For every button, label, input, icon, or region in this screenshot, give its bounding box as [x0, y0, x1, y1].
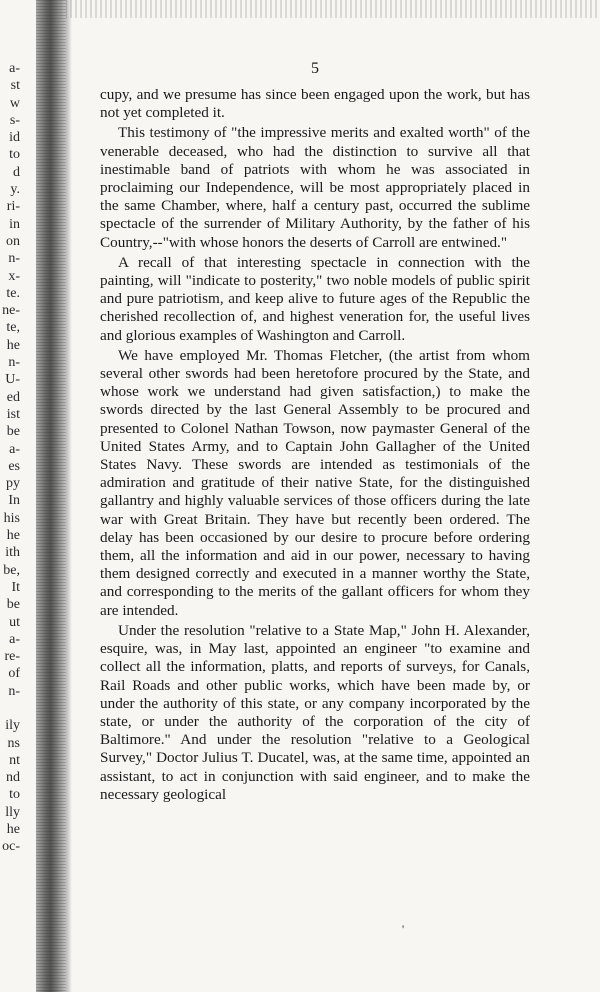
adjacent-page-column — [0, 60, 20, 900]
adjacent-fragment: ne- — [2, 303, 20, 319]
scan-top-noise — [60, 0, 600, 18]
adjacent-fragment: y. — [10, 182, 20, 198]
adjacent-fragment: It — [11, 579, 20, 595]
adjacent-fragment: of — [8, 666, 20, 682]
page-main-text — [100, 58, 530, 804]
adjacent-fragment: w — [9, 95, 20, 111]
adjacent-fragment: lly — [5, 804, 20, 820]
paragraph-5: Under the resolution "relative to a State Map," John H. Alexander, esquire, was, in May last, appointed an engineer "to examine and collect all the information, platts, and reports of surveys, for Canals, Rail Roads and other public works, which have been made by, or under the authority of this state, or any company incorporated by the state, or under the authority of the corporation of the city of Baltimore." And under the resolution "relative to a Geological Survey," Doctor Julius T. Ducatel, was, at the same time, appointed an assistant, to act in conjunction with said engineer, and to make the necessary geological — [100, 621, 530, 803]
adjacent-fragment: to — [9, 787, 20, 803]
paragraph-2: This testimony of "the impressive merits and exalted worth" of the venerable deceased, who had the distinction to survive all that inestimable band of patriots with whom he was associated in proclaiming our Independence, will be most appropriately placed in the same Chamber, where, half a century past, occurred the sublime spectacle of the surrender of Military Authority, by the father of his Country,--"with whose honors the deserts of Carroll are entwined." — [100, 124, 530, 251]
adjacent-fragment: be, — [3, 562, 20, 578]
adjacent-fragment: py — [6, 476, 20, 492]
adjacent-fragment: te, — [6, 320, 20, 336]
adjacent-fragment: d — [13, 164, 20, 180]
adjacent-fragment: te. — [6, 285, 20, 301]
adjacent-fragment: be — [6, 424, 20, 440]
adjacent-fragment: re- — [4, 649, 20, 665]
adjacent-fragment: be — [6, 597, 20, 613]
adjacent-fragment: in — [9, 216, 20, 232]
adjacent-fragment: id — [9, 130, 20, 146]
adjacent-fragment: ily — [5, 718, 20, 734]
adjacent-fragment: a- — [9, 61, 20, 76]
adjacent-fragment: st — [10, 78, 20, 94]
gutter-shadow — [66, 0, 72, 992]
adjacent-fragment: ith — [5, 545, 20, 561]
adjacent-fragment: nd — [6, 770, 20, 786]
adjacent-fragment: n- — [8, 251, 20, 267]
adjacent-fragment: nt — [9, 752, 20, 768]
adjacent-fragment: ut — [9, 614, 20, 630]
margin-mark: ' — [402, 922, 405, 936]
adjacent-fragment: ist — [6, 406, 20, 422]
paragraph-4: We have employed Mr. Thomas Fletcher, (the artist from whom several other swords had been heretofore procured by the State, and whose work we understand had given satisfaction,) to make the swords directed by the last General Assembly to be procured and presented to Colonel Nathan Towson, now paymaster General of the United States Army, and to Captain John Gallagher of the United States Navy. These swords are intended as testimonials of the admiration and gratitude of their native State, for the distinguished gallantry and highly valuable services of those officers during the late war with Great Britain. They have but recently been ordered. The delay has been occasioned by our desire to procure before ordering them, all the information and aid in our power, necessary to having them designed correctly and executed in a manner worthy the State, and corresponding to the merits of the gallant officers for whom they are intended. — [100, 346, 530, 619]
adjacent-fragment: es — [8, 458, 20, 474]
adjacent-fragment: ed — [6, 389, 20, 405]
adjacent-fragment: oc- — [2, 839, 20, 855]
adjacent-fragment: he — [6, 528, 20, 544]
adjacent-fragment — [0, 700, 20, 717]
adjacent-fragment: to — [9, 147, 20, 163]
adjacent-fragment: In — [8, 493, 20, 509]
book-gutter — [36, 0, 66, 992]
adjacent-fragment: he — [6, 822, 20, 838]
adjacent-fragment: ri- — [6, 199, 20, 215]
paragraph-1: cupy, and we presume has since been engaged upon the work, but has not yet completed it. — [100, 86, 530, 122]
adjacent-fragment: his — [3, 510, 20, 526]
paragraph-3: A recall of that interesting spectacle in connection with the painting, will "indicate to posterity," two noble models of public spirit and pure patriotism, and keep alive to future ages of the Republic the cherished recollection of, and highest veneration for, the useful lives and glorious examples of Washington and Carroll. — [100, 253, 530, 344]
adjacent-fragment: a- — [9, 631, 20, 647]
adjacent-fragment: on — [6, 233, 20, 249]
adjacent-fragment: n- — [8, 355, 20, 371]
adjacent-fragment: U- — [5, 372, 20, 388]
adjacent-fragment: ns — [7, 735, 20, 751]
page-number: 5 — [311, 60, 319, 77]
adjacent-fragment: a- — [9, 441, 20, 457]
adjacent-fragment: s- — [9, 112, 20, 128]
adjacent-fragment: he — [6, 337, 20, 353]
adjacent-fragment: x- — [8, 268, 20, 284]
adjacent-fragment: n- — [8, 683, 20, 699]
